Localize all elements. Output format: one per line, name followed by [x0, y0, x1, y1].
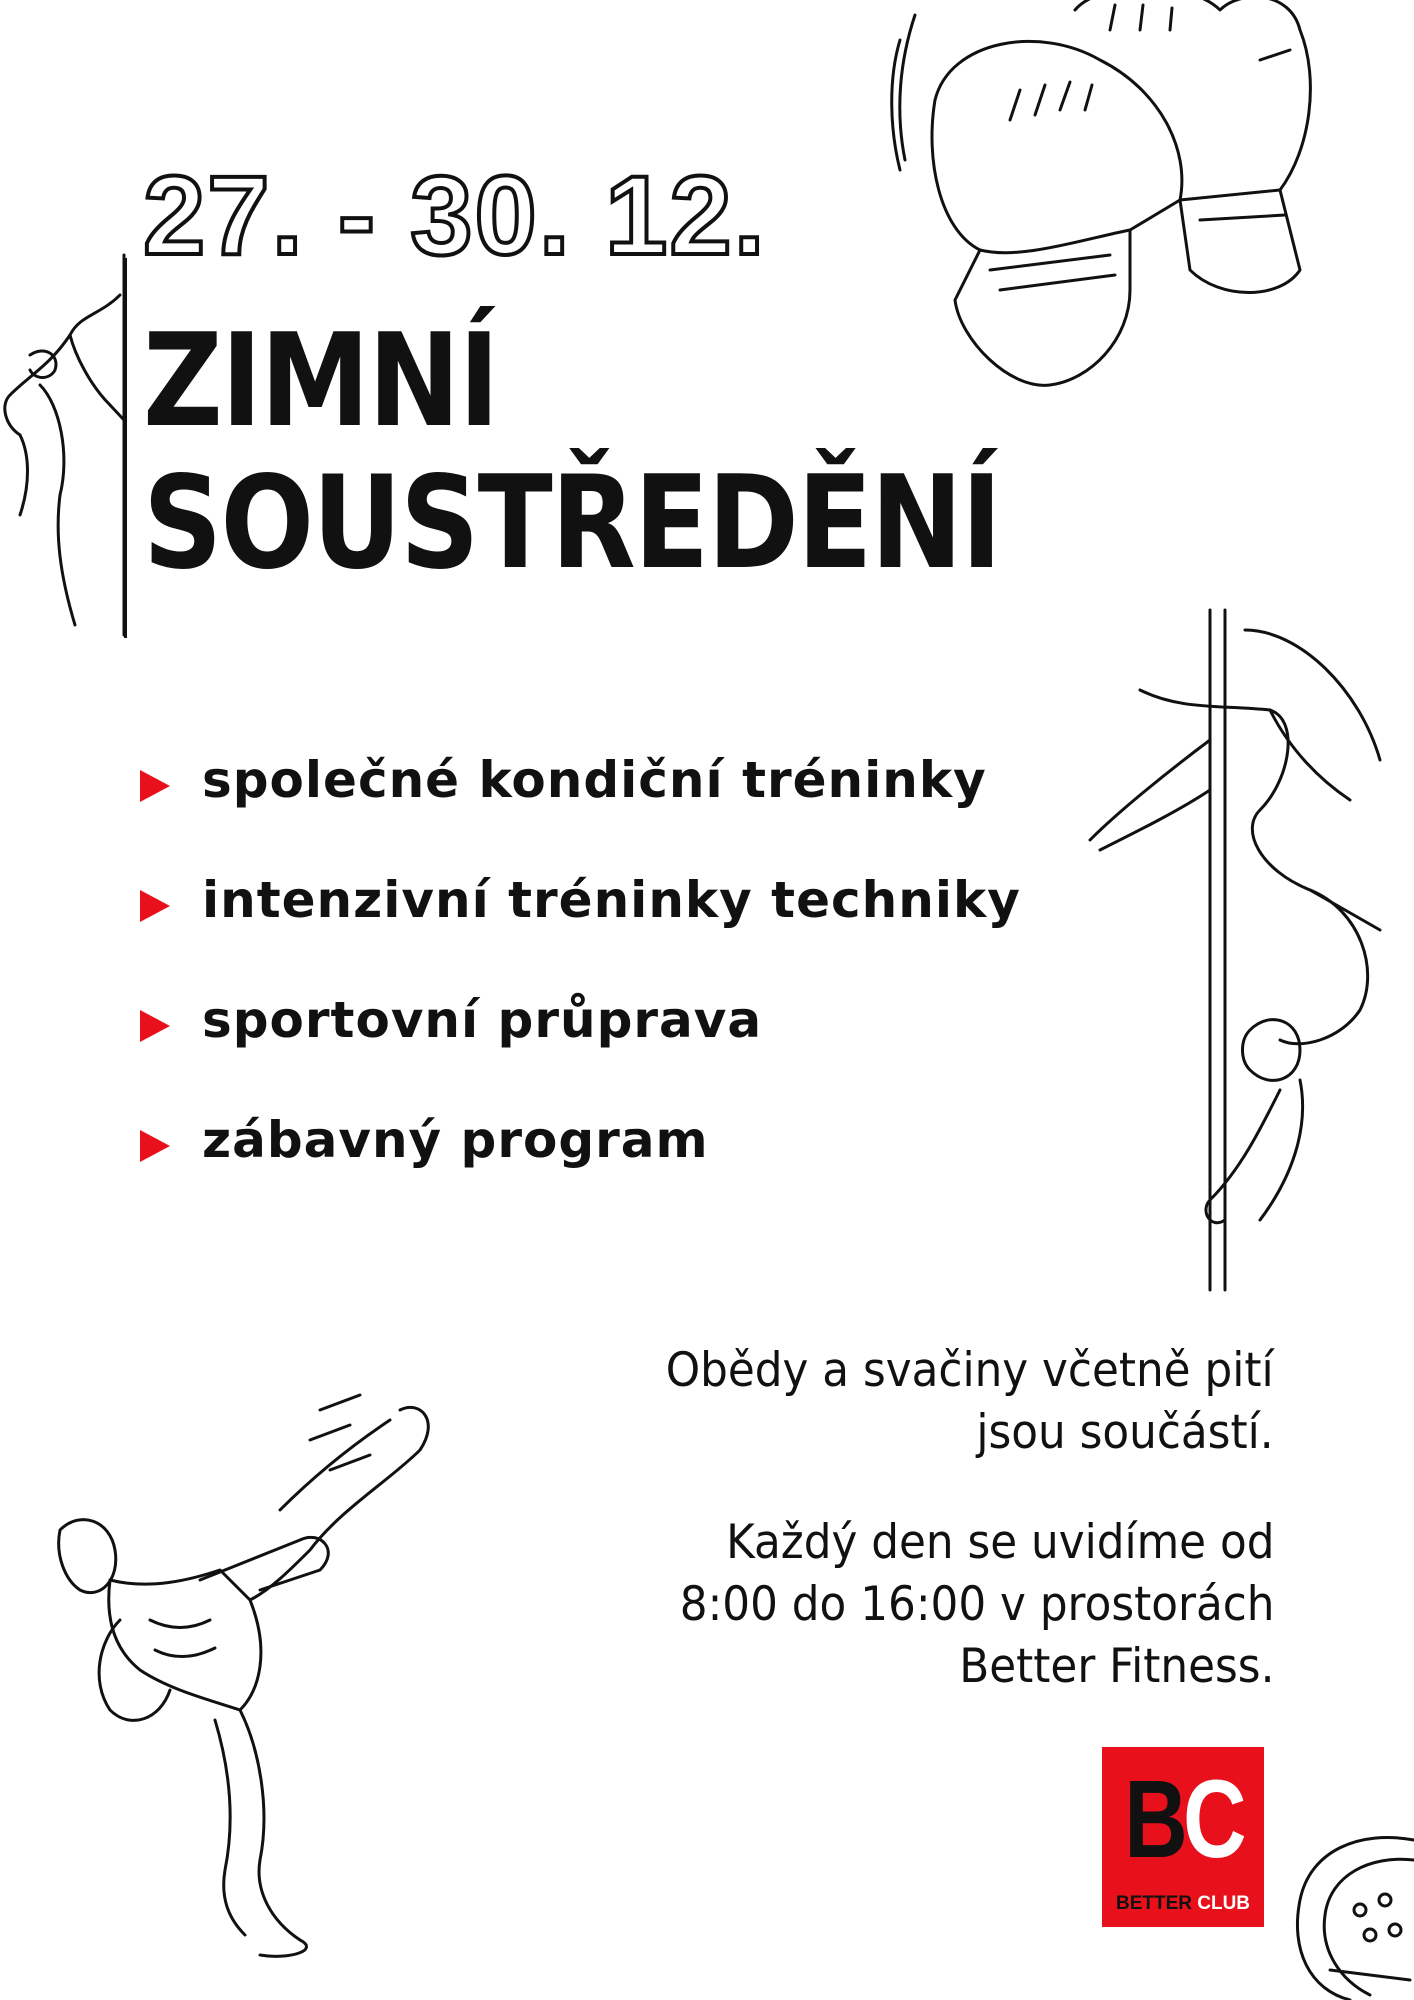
info-line: jsou součástí.	[976, 1405, 1274, 1460]
logo-monogram	[1118, 1758, 1248, 1881]
info-line: Better Fitness.	[958, 1639, 1274, 1694]
logo-letter-b: B	[1124, 1758, 1183, 1881]
title-line-1: ZIMNÍ	[143, 307, 498, 456]
logo-subtitle	[1102, 1893, 1264, 1915]
feature-item	[140, 840, 1021, 960]
triangle-bullet-icon	[140, 890, 170, 922]
feature-item	[140, 1080, 1021, 1200]
triangle-bullet-icon	[140, 770, 170, 802]
event-date: 27. - 30. 12.	[143, 153, 767, 278]
triangle-bullet-icon	[140, 1130, 170, 1162]
better-club-logo	[1102, 1747, 1264, 1927]
feature-text: sportovní průprava	[202, 991, 763, 1049]
feature-text: zábavný program	[202, 1111, 709, 1169]
title-divider	[124, 258, 127, 638]
info-line: 8:00 do 16:00 v prostorách	[679, 1577, 1274, 1632]
pole-dancer-small-icon	[0, 255, 140, 645]
punch-mitt-icon	[1290, 1830, 1414, 2000]
feature-list	[140, 720, 1021, 1200]
feature-text: společné kondiční tréninky	[202, 751, 987, 809]
boxing-gloves-icon	[860, 0, 1400, 420]
info-line: Obědy a svačiny včetně pití	[666, 1343, 1274, 1398]
meals-info	[666, 1340, 1274, 1464]
pole-dancer-large-icon	[1060, 610, 1414, 1300]
logo-letter-c: C	[1183, 1758, 1242, 1881]
feature-text: intenzivní tréninky techniky	[202, 871, 1021, 929]
logo-club: CLUB	[1197, 1893, 1251, 1914]
title-line-2: SOUSTŘEDĚNÍ	[143, 449, 1001, 598]
logo-better: BETTER	[1115, 1893, 1192, 1914]
info-line: Každý den se uvidíme od	[725, 1515, 1274, 1570]
feature-item	[140, 960, 1021, 1080]
schedule-info	[679, 1512, 1274, 1698]
triangle-bullet-icon	[140, 1010, 170, 1042]
feature-item	[140, 720, 1021, 840]
kickboxer-icon	[20, 1390, 540, 1970]
